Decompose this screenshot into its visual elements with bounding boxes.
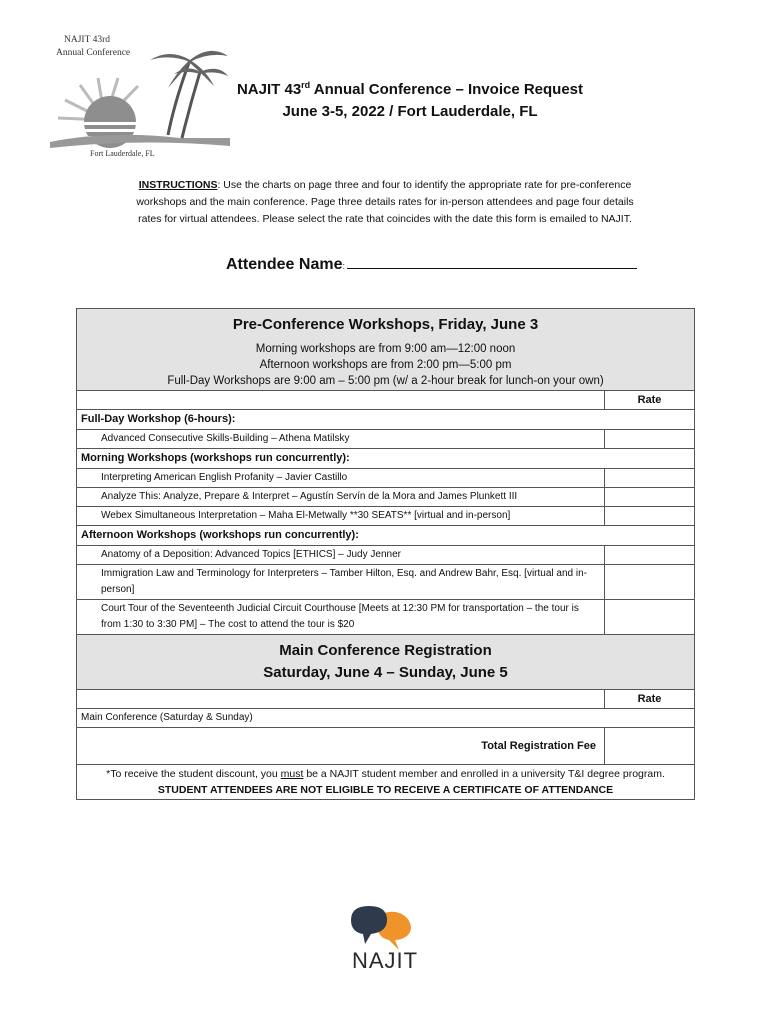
afternoon-category: Afternoon Workshops (workshops run concurrently): [77, 526, 694, 546]
dark-speech-bubble-icon [351, 906, 387, 944]
rate-input[interactable] [605, 488, 694, 506]
rate-input[interactable] [605, 546, 694, 564]
workshop-row [77, 430, 694, 449]
total-input[interactable] [605, 728, 694, 764]
workshop-row [77, 546, 694, 565]
attendee-name-field[interactable]: Attendee Name: [226, 256, 637, 274]
preconference-line: Full-Day Workshops are 9:00 am – 5:00 pm (w/ a 2-hour break for lunch-on your own) [167, 375, 604, 387]
rate-input[interactable] [605, 507, 694, 525]
workshop-label: Advanced Consecutive Skills-Building – Athena Matilsky [77, 430, 605, 448]
main-conference-subtitle: Saturday, June 4 – Sunday, June 5 [263, 664, 508, 681]
workshop-row [77, 469, 694, 488]
rate-header-row [77, 391, 694, 410]
logo-line2: Annual Conference [56, 48, 131, 58]
total-label: Total Registration Fee [77, 728, 605, 764]
najit-logo-text: NAJIT [351, 948, 419, 973]
workshop-label: Anatomy of a Deposition: Advanced Topics [ETHICS] – Judy Jenner [77, 546, 605, 564]
rate-input[interactable] [605, 600, 694, 634]
morning-category: Morning Workshops (workshops run concurrently): [77, 449, 694, 469]
rate-column-header: Rate [637, 394, 662, 406]
rate-input[interactable] [605, 430, 694, 448]
workshop-label: Court Tour of the Seventeenth Judicial Circuit Courthouse [Meets at 12:30 PM for transportation – the tour is from 1:30 to 3:30 PM] – The cost to attend the tour is $20 [77, 600, 605, 634]
workshop-row [77, 507, 694, 526]
preconference-line: Morning workshops are from 9:00 am—12:00 noon [255, 343, 516, 355]
full-day-category: Full-Day Workshop (6-hours): [77, 410, 694, 430]
workshop-row [77, 565, 694, 600]
rate-input[interactable] [605, 565, 694, 599]
main-conference-title: Main Conference Registration [279, 642, 492, 659]
attendee-name-label: Attendee Name [226, 256, 343, 273]
workshop-label: Immigration Law and Terminology for Interpreters – Tamber Hilton, Esq. and Andrew Bahr, Esq. [virtual and in-person] [77, 565, 605, 599]
preconference-title: Pre-Conference Workshops, Friday, June 3 [232, 316, 539, 333]
rate-header-row [77, 690, 694, 709]
workshop-label: Webex Simultaneous Interpretation – Maha El-Metwally **30 SEATS** [virtual and in-person] [77, 507, 605, 525]
workshop-row [77, 488, 694, 507]
attendee-name-line[interactable] [347, 256, 637, 269]
document-header [200, 74, 620, 123]
main-conference-item: Main Conference (Saturday & Sunday) [77, 709, 694, 728]
logo-location: Fort Lauderdale, FL [90, 149, 155, 158]
instructions-label: INSTRUCTIONS [138, 179, 218, 191]
header-title: NAJIT 43rd Annual Conference – Invoice Request [236, 80, 584, 98]
instructions-text: : Use the charts on page three and four to identify the appropriate rate for pre-conference workshops and the main conference. Page three details rates for in-person attendees and page four details rates for virtual attendees. Please select the rate that coincides with the date this form is emailed to NAJIT. [136, 179, 634, 225]
total-row [77, 728, 694, 765]
rate-column-header: Rate [637, 693, 662, 705]
instructions [135, 177, 635, 228]
preconference-line: Afternoon workshops are from 2:00 pm—5:00 pm [259, 359, 512, 371]
student-note: *To receive the student discount, you must be a NAJIT student member and enrolled in a university T&I degree program. STUDENT ATTENDEES ARE NOT ELIGIBLE TO RECEIVE A CERTIFICATE OF ATTENDANCE [106, 768, 665, 796]
main-conference-header [77, 635, 694, 690]
rate-input[interactable] [605, 469, 694, 487]
logo-line1: NAJIT 43rd [64, 35, 111, 45]
workshop-label: Analyze This: Analyze, Prepare & Interpret – Agustín Servín de la Mora and James Plunkett III [77, 488, 605, 506]
workshop-row [77, 600, 694, 635]
workshop-label: Interpreting American English Profanity – Javier Castillo [77, 469, 605, 487]
header-subtitle: June 3-5, 2022 / Fort Lauderdale, FL [282, 103, 538, 120]
preconference-header [77, 309, 694, 391]
invoice-form-table [76, 308, 695, 800]
